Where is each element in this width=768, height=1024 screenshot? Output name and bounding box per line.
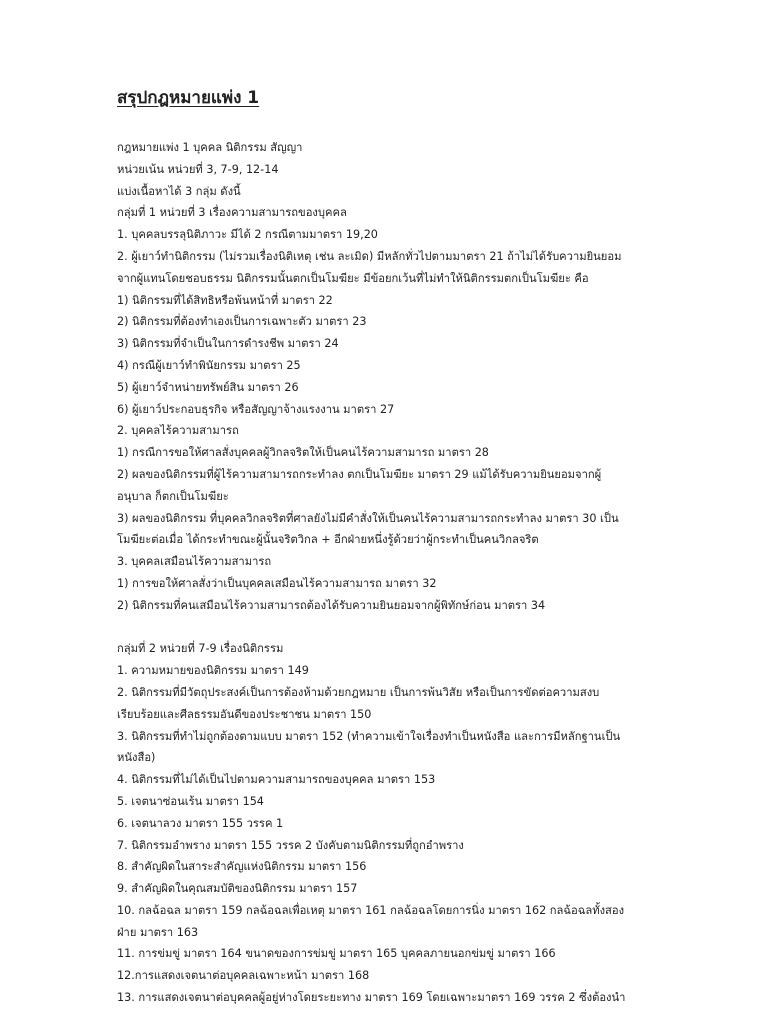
document-page [117,86,657,1009]
text-line: 1. บุคคลบรรลุนิติภาวะ มีได้ 2 กรณีตามมาตรา 19,20 [117,228,378,242]
text-line: จากผู้แทนโดยชอบธรรม นิติกรรมนั้นตกเป็นโมฆียะ มีข้อยกเว้นที่ไม่ทำให้นิติกรรมตกเป็นโมฆียะ คือ [117,271,589,285]
text-line: โมฆียะต่อเมื่อ ได้กระทำขณะผู้นั้นจริตวิกล + อีกฝ่ายหนึ่งรู้ด้วยว่าผู้กระทำเป็นคนวิกลจริต [117,533,539,547]
text-line: 3. นิติกรรมที่ทำไม่ถูกต้องตามแบบ มาตรา 152 (ทำความเข้าใจเรื่องทำเป็นหนังสือ และการมีหลักฐานเป็น [117,729,621,743]
document-body [117,137,657,1009]
text-line: 3) นิติกรรมที่จำเป็นในการดำรงชีพ มาตรา 24 [117,337,339,351]
text-line: 9. สำคัญผิดในคุณสมบัติของนิติกรรม มาตรา 157 [117,882,358,896]
blank-line [117,617,657,639]
text-line: 5. เจตนาซ่อนเร้น มาตรา 154 [117,794,264,808]
text-line: 5) ผู้เยาว์จำหน่ายทรัพย์สิน มาตรา 26 [117,380,299,394]
text-line: ฝ่าย มาตรา 163 [117,925,199,939]
text-line: 1) นิติกรรมที่ได้สิทธิหรือพ้นหน้าที่ มาตรา 22 [117,293,333,307]
text-line: 1. ความหมายของนิติกรรม มาตรา 149 [117,664,309,678]
document-title: สรุปกฎหมายแพ่ง 1 [117,88,260,108]
text-line: 12.การแสดงเจตนาต่อบุคคลเฉพาะหน้า มาตรา 168 [117,969,370,983]
text-line: 2) นิติกรรมที่ต้องทำเองเป็นการเฉพาะตัว มาตรา 23 [117,315,367,329]
text-line: 1) การขอให้ศาลสั่งว่าเป็นบุคคลเสมือนไร้ความสามารถ มาตรา 32 [117,576,437,590]
text-line: 4) กรณีผู้เยาว์ทำพินัยกรรม มาตรา 25 [117,358,301,372]
text-line: 6. เจตนาลวง มาตรา 155 วรรค 1 [117,816,284,830]
text-line: 2. ผู้เยาว์ทำนิติกรรม (ไม่รวมเรื่องนิติเหตุ เช่น ละเมิด) มีหลักทั่วไปตามมาตรา 21 ถ้าไม่ได้รับความยินยอม [117,249,622,263]
text-line: 4. นิติกรรมที่ไม่ได้เป็นไปตามความสามารถของบุคคล มาตรา 153 [117,773,436,787]
text-line: 3) ผลของนิติกรรม ที่บุคคลวิกลจริตที่ศาลยังไม่มีคำสั่งให้เป็นคนไร้ความสามารถกระทำลง มาตรา 30 เป็น [117,511,619,525]
text-line: 3. บุคคลเสมือนไร้ความสามารถ [117,555,272,569]
text-line: 1) กรณีการขอให้ศาลสั่งบุคคลผู้วิกลจริตให้เป็นคนไร้ความสามารถ มาตรา 28 [117,446,489,460]
text-line: 2) นิติกรรมที่คนเสมือนไร้ความสามารถต้องได้รับความยินยอมจากผู้พิทักษ์ก่อน มาตรา 34 [117,598,546,612]
text-line: 11. การข่มขู่ มาตรา 164 ขนาดของการข่มขู่ มาตรา 165 บุคคลภายนอกข่มขู่ มาตรา 166 [117,947,556,961]
text-line: 10. กลฉ้อฉล มาตรา 159 กลฉ้อฉลเพื่อเหตุ มาตรา 161 กลฉ้อฉลโดยการนิ่ง มาตรา 162 กลฉ้อฉลทั้งสอง [117,903,625,917]
text-line: 6) ผู้เยาว์ประกอบธุรกิจ หรือสัญญาจ้างแรงงาน มาตรา 27 [117,402,395,416]
text-line: หนังสือ) [117,751,156,765]
text-line: เรียบร้อยและศีลธรรมอันดีของประชาชน มาตรา 150 [117,707,372,721]
text-line: 2. นิติกรรมที่มีวัตถุประสงค์เป็นการต้องห้ามด้วยกฎหมาย เป็นการพ้นวิสัย หรือเป็นการขัดต่อความสงบ [117,685,600,699]
text-line: 8. สำคัญผิดในสาระสำคัญแห่งนิติกรรม มาตรา 156 [117,860,367,874]
text-line: 2) ผลของนิติกรรมที่ผู้ไร้ความสามารถกระทำลง ตกเป็นโมฆียะ มาตรา 29 แม้ได้รับความยินยอมจากผู้ [117,467,602,481]
text-line: หน่วยเน้น หน่วยที่ 3, 7-9, 12-14 [117,162,279,176]
text-line: 2. บุคคลไร้ความสามารถ [117,424,239,438]
text-line: 13. การแสดงเจตนาต่อบุคคลผู้อยู่ห่างโดยระยะทาง มาตรา 169 โดยเฉพาะมาตรา 169 วรรค 2 ซึ่งต้องนำ [117,991,626,1005]
text-line: แบ่งเนื้อหาได้ 3 กลุ่ม ดังนี้ [117,184,241,198]
text-line: กลุ่มที่ 1 หน่วยที่ 3 เรื่องความสามารถของบุคคล [117,206,347,220]
text-line: กฎหมายแพ่ง 1 บุคคล นิติกรรม สัญญา [117,141,303,154]
text-line: 7. นิติกรรมอำพราง มาตรา 155 วรรค 2 บังคับตามนิติกรรมที่ถูกอำพราง [117,838,464,852]
text-line: อนุบาล ก็ตกเป็นโมฆียะ [117,489,229,503]
text-line: กลุ่มที่ 2 หน่วยที่ 7-9 เรื่องนิติกรรม [117,642,284,656]
